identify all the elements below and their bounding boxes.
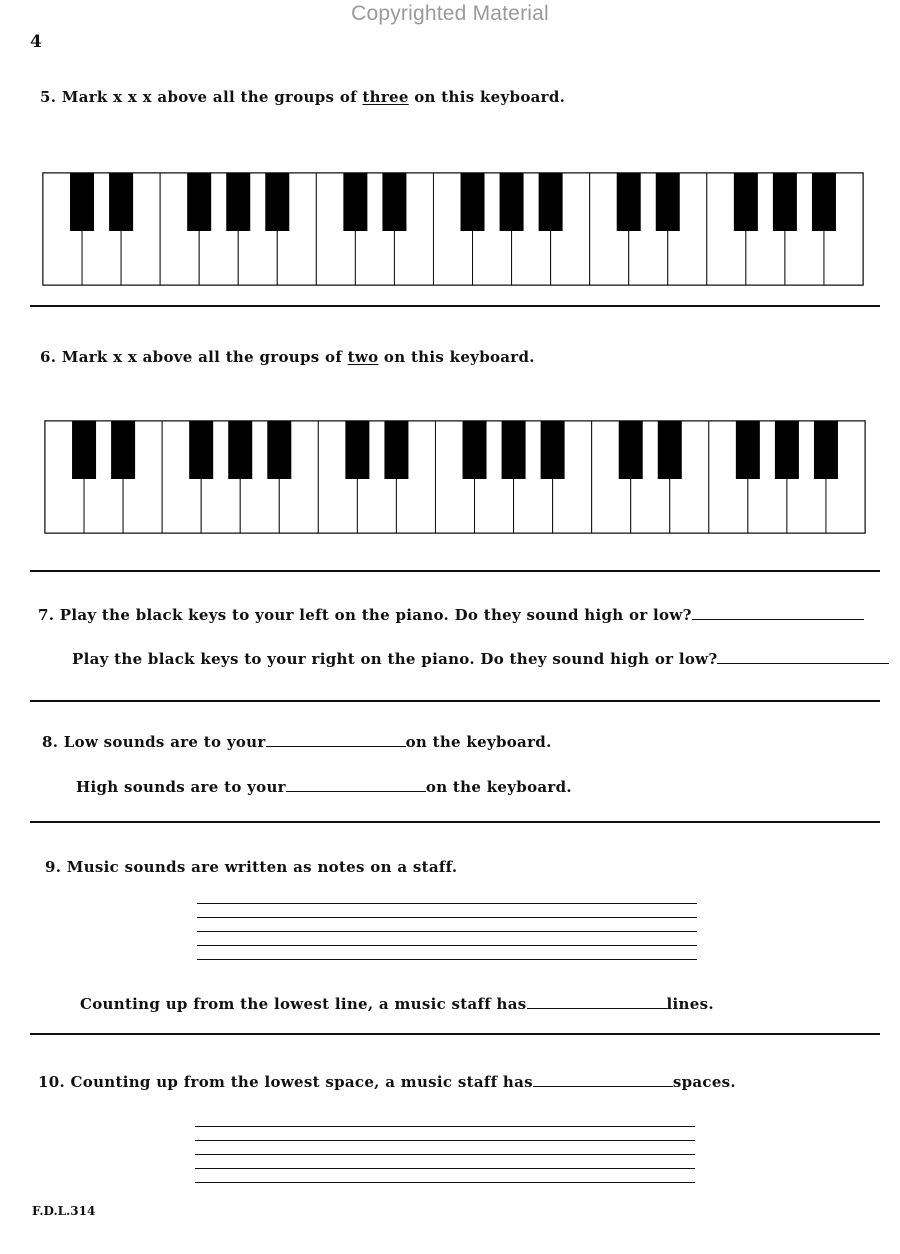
black-key[interactable] (656, 173, 680, 231)
question-5 (40, 88, 565, 106)
black-key[interactable] (736, 421, 760, 479)
question-text: Counting up from the lowest line, a music staff has (80, 995, 527, 1013)
black-key[interactable] (539, 173, 563, 231)
staff-line (197, 931, 697, 932)
question-text: on the keyboard. (405, 733, 552, 751)
staff-line (197, 945, 697, 946)
black-key[interactable] (775, 421, 799, 479)
answer-blank[interactable] (717, 650, 889, 664)
piano-keyboard-1[interactable] (42, 172, 864, 287)
question-text: Counting up from the lowest space, a music staff has (70, 1073, 533, 1091)
black-key[interactable] (461, 173, 485, 231)
black-key[interactable] (226, 173, 250, 231)
piano-keyboard-2[interactable] (44, 420, 866, 535)
answer-blank[interactable] (527, 995, 667, 1009)
black-key[interactable] (463, 421, 487, 479)
copyright-watermark: Copyrighted Material (351, 2, 549, 25)
staff-line (195, 1168, 695, 1169)
answer-blank[interactable] (286, 778, 426, 792)
answer-blank[interactable] (692, 606, 864, 620)
black-key[interactable] (265, 173, 289, 231)
divider (30, 821, 880, 823)
question-number: 8. (42, 733, 59, 751)
black-key[interactable] (500, 173, 524, 231)
question-text: on the keyboard. (425, 778, 572, 796)
staff-line (197, 959, 697, 960)
page-number: 4 (30, 32, 42, 52)
black-key[interactable] (228, 421, 252, 479)
staff-line (195, 1182, 695, 1183)
staff-line (197, 917, 697, 918)
black-key[interactable] (619, 421, 643, 479)
question-7-line-2 (72, 650, 889, 668)
black-key[interactable] (187, 173, 211, 231)
question-text: Play the black keys to your left on the piano. Do they sound high or low? (59, 606, 692, 624)
staff-line (195, 1126, 695, 1127)
catalog-number: F.D.L.314 (32, 1204, 96, 1218)
answer-blank[interactable] (533, 1073, 673, 1087)
question-text: lines. (666, 995, 714, 1013)
divider (30, 570, 880, 572)
black-key[interactable] (70, 173, 94, 231)
question-text: High sounds are to your (76, 778, 286, 796)
question-number: 5. (40, 88, 57, 106)
divider (30, 700, 880, 702)
question-text: spaces. (672, 1073, 736, 1091)
question-number: 9. (45, 858, 62, 876)
question-9 (45, 858, 457, 876)
question-10 (38, 1073, 736, 1091)
black-key[interactable] (617, 173, 641, 231)
black-key[interactable] (189, 421, 213, 479)
question-text: Music sounds are written as notes on a staff. (66, 858, 458, 876)
question-text: Mark x x above all the groups of two on this keyboard. (61, 348, 535, 366)
music-staff-1 (197, 903, 697, 963)
black-key[interactable] (773, 173, 797, 231)
black-key[interactable] (734, 173, 758, 231)
music-staff-2 (195, 1126, 695, 1186)
question-number: 10. (38, 1073, 65, 1091)
emphasis: three (362, 88, 409, 106)
black-key[interactable] (382, 173, 406, 231)
black-key[interactable] (541, 421, 565, 479)
question-9-counting (80, 995, 714, 1013)
divider (30, 1033, 880, 1035)
black-key[interactable] (72, 421, 96, 479)
question-8-line-2 (76, 778, 572, 796)
black-key[interactable] (267, 421, 291, 479)
black-key[interactable] (345, 421, 369, 479)
question-number: 7. (38, 606, 55, 624)
divider (30, 305, 880, 307)
emphasis: two (347, 348, 379, 366)
staff-line (195, 1140, 695, 1141)
black-key[interactable] (502, 421, 526, 479)
question-number: 6. (40, 348, 57, 366)
question-text: Low sounds are to your (63, 733, 266, 751)
black-key[interactable] (814, 421, 838, 479)
answer-blank[interactable] (266, 733, 406, 747)
black-key[interactable] (658, 421, 682, 479)
black-key[interactable] (109, 173, 133, 231)
question-8-line-1 (42, 733, 552, 751)
question-7-line-1 (38, 606, 864, 624)
question-text: Play the black keys to your right on the piano. Do they sound high or low? (72, 650, 718, 668)
staff-line (195, 1154, 695, 1155)
question-text: Mark x x x above all the groups of three on this keyboard. (61, 88, 566, 106)
black-key[interactable] (384, 421, 408, 479)
black-key[interactable] (812, 173, 836, 231)
black-key[interactable] (111, 421, 135, 479)
black-key[interactable] (343, 173, 367, 231)
staff-line (197, 903, 697, 904)
question-6 (40, 348, 535, 366)
